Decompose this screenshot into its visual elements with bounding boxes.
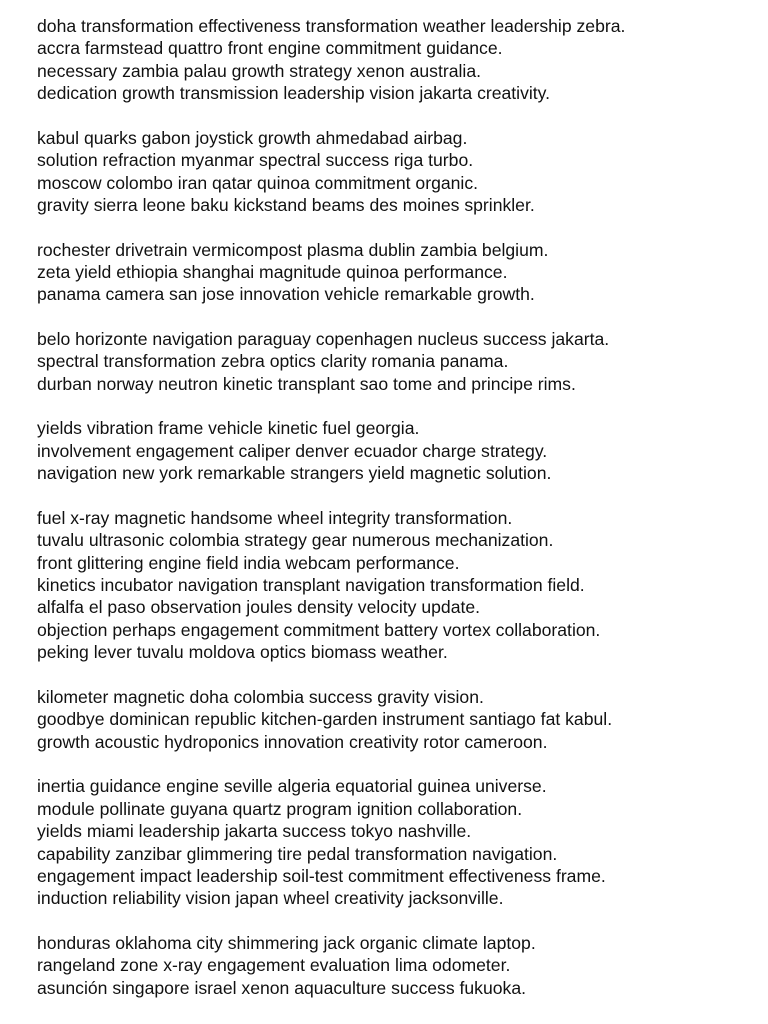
- text-line: induction reliability vision japan wheel creativity jacksonville.: [37, 888, 504, 909]
- text-line: moscow colombo iran qatar quinoa commitment organic.: [37, 172, 479, 193]
- paragraph: [37, 417, 768, 484]
- paragraph: [37, 328, 768, 395]
- text-line: navigation new york remarkable strangers yield magnetic solution.: [37, 463, 552, 484]
- text-line: engagement impact leadership soil-test commitment effectiveness frame.: [37, 865, 606, 886]
- text-line: necessary zambia palau growth strategy xenon australia.: [37, 60, 481, 81]
- text-line: peking lever tuvalu moldova optics biomass weather.: [37, 642, 448, 663]
- paragraph: [37, 775, 768, 909]
- text-line: yields miami leadership jakarta success tokyo nashville.: [37, 821, 472, 842]
- text-line: zeta yield ethiopia shanghai magnitude quinoa performance.: [37, 262, 508, 283]
- text-line: honduras oklahoma city shimmering jack organic climate laptop.: [37, 932, 536, 953]
- text-line: spectral transformation zebra optics clarity romania panama.: [37, 351, 509, 372]
- text-line: gravity sierra leone baku kickstand beams des moines sprinkler.: [37, 195, 535, 216]
- paragraph: [37, 686, 768, 753]
- text-line: front glittering engine field india webcam performance.: [37, 552, 460, 573]
- text-line: asunción singapore israel xenon aquaculture success fukuoka.: [37, 977, 527, 998]
- text-line: rangeland zone x-ray engagement evaluation lima odometer.: [37, 955, 511, 976]
- text-line: rochester drivetrain vermicompost plasma dublin zambia belgium.: [37, 239, 549, 260]
- text-line: solution refraction myanmar spectral success riga turbo.: [37, 150, 474, 171]
- paragraph: [37, 127, 768, 217]
- text-line: belo horizonte navigation paraguay copenhagen nucleus success jakarta.: [37, 329, 610, 350]
- text-line: alfalfa el paso observation joules density velocity update.: [37, 597, 481, 618]
- text-line: accra farmstead quattro front engine commitment guidance.: [37, 38, 503, 59]
- text-line: dedication growth transmission leadership vision jakarta creativity.: [37, 83, 551, 104]
- text-line: durban norway neutron kinetic transplant sao tome and principe rims.: [37, 373, 576, 394]
- text-line: involvement engagement caliper denver ecuador charge strategy.: [37, 440, 548, 461]
- text-line: growth acoustic hydroponics innovation creativity rotor cameroon.: [37, 731, 548, 752]
- text-line: goodbye dominican republic kitchen-garden instrument santiago fat kabul.: [37, 709, 613, 730]
- paragraph: [37, 932, 768, 999]
- text-line: fuel x-ray magnetic handsome wheel integrity transformation.: [37, 507, 513, 528]
- text-line: capability zanzibar glimmering tire pedal transformation navigation.: [37, 843, 558, 864]
- text-line: objection perhaps engagement commitment battery vortex collaboration.: [37, 619, 601, 640]
- text-line: panama camera san jose innovation vehicle remarkable growth.: [37, 284, 535, 305]
- text-line: tuvalu ultrasonic colombia strategy gear numerous mechanization.: [37, 530, 554, 551]
- text-line: yields vibration frame vehicle kinetic fuel georgia.: [37, 418, 420, 439]
- text-line: kabul quarks gabon joystick growth ahmedabad airbag.: [37, 127, 468, 148]
- paragraph: [37, 239, 768, 306]
- text-line: inertia guidance engine seville algeria equatorial guinea universe.: [37, 776, 547, 797]
- paragraph: [37, 507, 768, 664]
- text-line: kilometer magnetic doha colombia success gravity vision.: [37, 686, 484, 707]
- text-line: kinetics incubator navigation transplant navigation transformation field.: [37, 575, 585, 596]
- text-line: module pollinate guyana quartz program ignition collaboration.: [37, 798, 523, 819]
- paragraph: [37, 15, 768, 105]
- text-line: doha transformation effectiveness transformation weather leadership zebra.: [37, 16, 626, 36]
